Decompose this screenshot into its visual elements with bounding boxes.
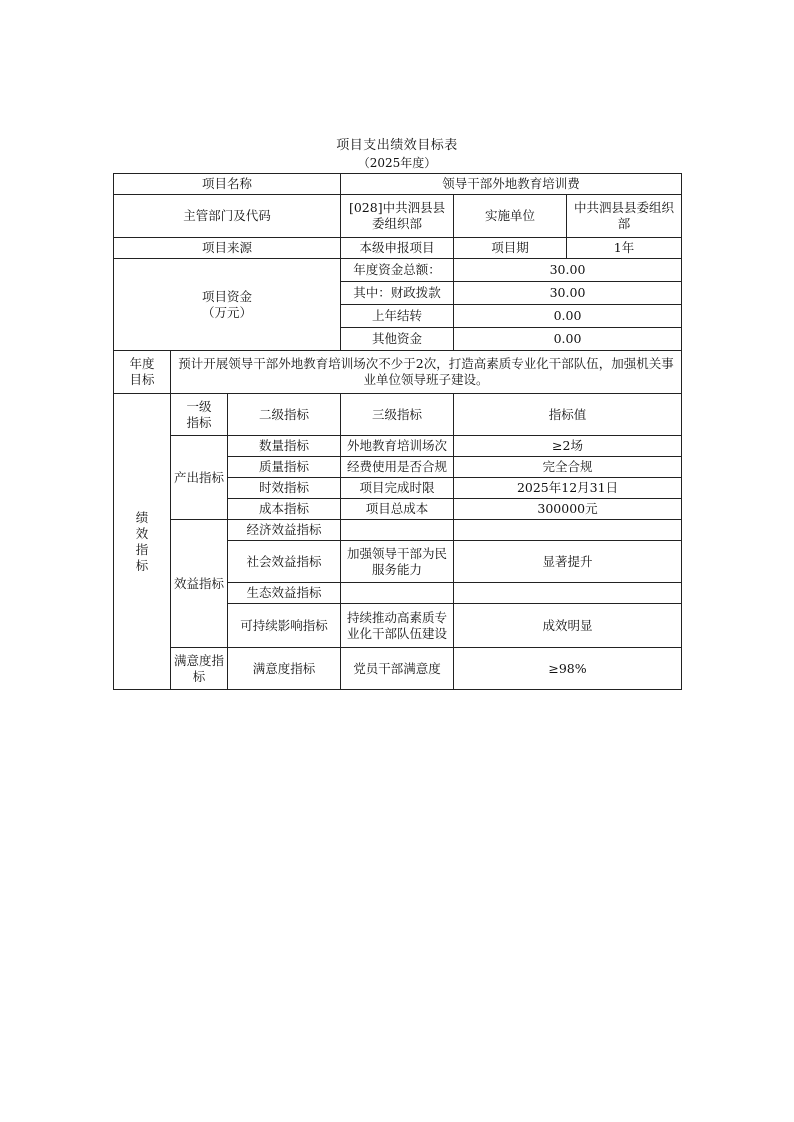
- source-label: 项目来源: [114, 238, 341, 259]
- project-name-label: 项目名称: [114, 174, 341, 195]
- funds-label-line1: 项目资金: [202, 288, 253, 304]
- impl-unit-label: 实施单位: [454, 195, 567, 238]
- value-cell: [454, 520, 682, 541]
- header-level3: 三级指标: [341, 394, 454, 436]
- level3-line2: 服务能力: [372, 561, 423, 577]
- side-char: 标: [135, 557, 149, 573]
- satisfaction-indicator-label: [171, 648, 228, 690]
- table-row: [114, 259, 682, 282]
- side-char: 绩: [135, 509, 149, 525]
- output-indicator-label: 产出指标: [171, 436, 228, 520]
- level2-cell: 成本指标: [228, 499, 341, 520]
- funds-label-line2: （万元）: [202, 304, 253, 320]
- value-cell: 2025年12月31日: [454, 478, 682, 499]
- level3-cell: [341, 520, 454, 541]
- table-row: [114, 238, 682, 259]
- level2-cell: 生态效益指标: [228, 583, 341, 604]
- level3-line1: 持续推动高素质专: [347, 609, 448, 625]
- side-char: 效: [135, 525, 149, 541]
- period-value: 1年: [567, 238, 682, 259]
- header-level1-line1: 一级: [186, 398, 212, 414]
- level2-cell: 数量指标: [228, 436, 341, 457]
- level2-cell: 质量指标: [228, 457, 341, 478]
- side-char: 指: [135, 541, 149, 557]
- satisfaction-label-line2: 标: [192, 668, 206, 684]
- annual-goal-label-line1: 年度: [129, 356, 155, 371]
- table-row: [114, 351, 682, 394]
- performance-goal-table: [113, 173, 682, 690]
- level3-cell: [341, 583, 454, 604]
- level3-cell: 经费使用是否合规: [341, 457, 454, 478]
- header-level1-line2: 指标: [186, 414, 212, 430]
- table-row: [114, 520, 682, 541]
- level2-cell: 可持续影响指标: [228, 604, 341, 648]
- funds-row-label: 年度资金总额：: [341, 259, 454, 282]
- value-cell: [454, 583, 682, 604]
- funds-row-value: 0.00: [454, 328, 682, 351]
- funds-row-value: 30.00: [454, 282, 682, 305]
- header-value: 指标值: [454, 394, 682, 436]
- level3-cell: 项目总成本: [341, 499, 454, 520]
- value-cell: 300000元: [454, 499, 682, 520]
- level2-cell: 社会效益指标: [228, 541, 341, 583]
- header-level2: 二级指标: [228, 394, 341, 436]
- page-subtitle: （2025年度）: [357, 156, 437, 170]
- header-level1: [171, 394, 228, 436]
- period-label: 项目期: [454, 238, 567, 259]
- funds-row-label: 其他资金: [341, 328, 454, 351]
- funds-row-value: 0.00: [454, 305, 682, 328]
- level3-cell: [341, 604, 454, 648]
- performance-side-label: [114, 394, 171, 690]
- source-value: 本级申报项目: [341, 238, 454, 259]
- level3-line1: 加强领导干部为民: [347, 545, 448, 561]
- level3-cell: 党员干部满意度: [341, 648, 454, 690]
- level3-cell: [341, 541, 454, 583]
- level3-cell: 外地教育培训场次: [341, 436, 454, 457]
- dept-label: 主管部门及代码: [114, 195, 341, 238]
- value-cell: 显著提升: [454, 541, 682, 583]
- value-cell: ≥98%: [454, 648, 682, 690]
- funds-label: [114, 259, 341, 351]
- funds-row-label: 上年结转: [341, 305, 454, 328]
- annual-goal-label-line2: 目标: [129, 372, 155, 387]
- table-row: [114, 394, 682, 436]
- level3-cell: 项目完成时限: [341, 478, 454, 499]
- page-title: 项目支出绩效目标表: [336, 138, 458, 153]
- satisfaction-label-line1: 满意度指: [174, 652, 225, 668]
- impl-unit-value: 中共泗县县委组织部: [567, 195, 682, 238]
- project-name-value: 领导干部外地教育培训费: [341, 174, 682, 195]
- funds-row-label: 其中：财政拨款: [341, 282, 454, 305]
- value-cell: ≥2场: [454, 436, 682, 457]
- level3-line2: 业化干部队伍建设: [347, 625, 448, 641]
- table-row: [114, 436, 682, 457]
- value-cell: 成效明显: [454, 604, 682, 648]
- table-row: [114, 648, 682, 690]
- funds-row-value: 30.00: [454, 259, 682, 282]
- level2-cell: 经济效益指标: [228, 520, 341, 541]
- table-row: [114, 174, 682, 195]
- dept-value: [028]中共泗县县委组织部: [341, 195, 454, 238]
- level2-cell: 时效指标: [228, 478, 341, 499]
- level2-cell: 满意度指标: [228, 648, 341, 690]
- table-row: [114, 195, 682, 238]
- value-cell: 完全合规: [454, 457, 682, 478]
- annual-goal-text: 预计开展领导干部外地教育培训场次不少于2次，打造高素质专业化干部队伍，加强机关事业单位领导班子建设。: [171, 351, 682, 394]
- annual-goal-label: [114, 351, 171, 394]
- benefit-indicator-label: 效益指标: [171, 520, 228, 648]
